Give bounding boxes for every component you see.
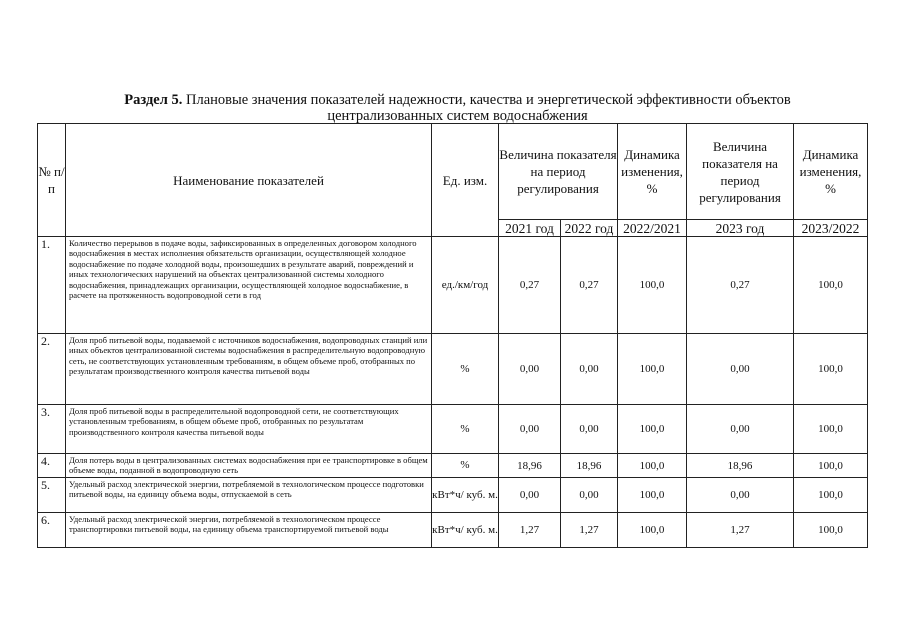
value-2023: 0,00	[687, 334, 794, 405]
col-header-num: № п/п	[38, 124, 66, 237]
col-header-dynamics-1: Динамика изменения, %	[618, 124, 687, 220]
indicator-unit: ед./км/год	[432, 237, 499, 334]
row-number: 1.	[38, 237, 66, 334]
value-2022: 0,00	[561, 334, 618, 405]
dynamics-2022: 100,0	[618, 513, 687, 548]
value-2021: 18,96	[499, 454, 561, 478]
dynamics-2022: 100,0	[618, 405, 687, 454]
table-row	[38, 454, 868, 478]
dynamics-2022: 100,0	[618, 237, 687, 334]
indicators-table	[37, 123, 868, 548]
col-header-2023-2022: 2023/2022	[794, 220, 868, 237]
value-2021: 1,27	[499, 513, 561, 548]
col-header-2022: 2022 год	[561, 220, 618, 237]
section-number: Раздел 5.	[124, 92, 183, 108]
dynamics-2023: 100,0	[794, 334, 868, 405]
table-row	[38, 237, 868, 334]
title-line-1	[60, 92, 855, 108]
indicator-unit: кВт*ч/ куб. м.	[432, 478, 499, 513]
value-2021: 0,00	[499, 334, 561, 405]
table-row	[38, 513, 868, 548]
dynamics-2023: 100,0	[794, 454, 868, 478]
title-text: Плановые значения показателей надежности, качества и энергетической эффективности объектов	[185, 92, 791, 108]
indicator-unit: %	[432, 405, 499, 454]
dynamics-2023: 100,0	[794, 237, 868, 334]
indicator-name: Удельный расход электрической энергии, потребляемой в технологическом процессе транспортировки питьевой воды, на единицу объема транспортируемой питьевой воды	[66, 513, 432, 548]
row-number: 6.	[38, 513, 66, 548]
page-title	[60, 92, 855, 124]
dynamics-2023: 100,0	[794, 478, 868, 513]
value-2023: 0,00	[687, 478, 794, 513]
col-header-dynamics-2: Динамика изменения, %	[794, 124, 868, 220]
indicator-name: Удельный расход электрической энергии, потребляемой в технологическом процессе подготовки питьевой воды, на единицу объема воды, отпускаемой в сеть	[66, 478, 432, 513]
title-line-2: централизованных систем водоснабжения	[327, 108, 588, 124]
dynamics-2023: 100,0	[794, 405, 868, 454]
value-2023: 0,27	[687, 237, 794, 334]
value-2023: 0,00	[687, 405, 794, 454]
indicator-name: Доля проб питьевой воды, подаваемой с источников водоснабжения, водопроводных станций или иных объектов централизованной системы водоснабжения в распределительную водопроводную сеть, не соответствующих установленным требованиям, в общем объеме проб, отобранных по результатам производственного контроля качества питьевой воды	[66, 334, 432, 405]
indicator-unit: %	[432, 334, 499, 405]
table-row	[38, 334, 868, 405]
indicator-name: Доля потерь воды в централизованных системах водоснабжения при ее транспортировке в общем объеме воды, поданной в водопроводную сеть	[66, 454, 432, 478]
value-2021: 0,00	[499, 478, 561, 513]
value-2022: 0,27	[561, 237, 618, 334]
value-2022: 0,00	[561, 405, 618, 454]
col-header-2021: 2021 год	[499, 220, 561, 237]
row-number: 3.	[38, 405, 66, 454]
col-header-value-period-2: Величина показателя на период регулирования	[687, 124, 794, 220]
row-number: 2.	[38, 334, 66, 405]
value-2023: 18,96	[687, 454, 794, 478]
col-header-unit: Ед. изм.	[432, 124, 499, 237]
dynamics-2022: 100,0	[618, 334, 687, 405]
indicator-unit: %	[432, 454, 499, 478]
value-2021: 0,27	[499, 237, 561, 334]
indicator-name: Количество перерывов в подаче воды, зафиксированных в определенных договором холодного водоснабжения в местах исполнения обязательств организации, осуществляющей холодное водоснабжение по подаче холодной воды, произошедших в результате аварий, повреждений и иных технологических нарушений на объектах централизованной системы холодного водоснабжения, принадлежащих организации, осуществляющей холодное водоснабжение, в расчете на протяженность водопроводной сети в год	[66, 237, 432, 334]
table-row	[38, 405, 868, 454]
col-header-value-period-1: Величина показателя на период регулирования	[499, 124, 618, 220]
col-header-name: Наименование показателей	[66, 124, 432, 237]
value-2023: 1,27	[687, 513, 794, 548]
value-2022: 1,27	[561, 513, 618, 548]
indicator-name: Доля проб питьевой воды в распределительной водопроводной сети, не соответствующих установленным требованиям, в общем объеме проб, отобранных по результатам производственного контроля качества питьевой воды	[66, 405, 432, 454]
dynamics-2022: 100,0	[618, 478, 687, 513]
indicator-unit: кВт*ч/ куб. м.	[432, 513, 499, 548]
value-2021: 0,00	[499, 405, 561, 454]
value-2022: 18,96	[561, 454, 618, 478]
value-2022: 0,00	[561, 478, 618, 513]
dynamics-2022: 100,0	[618, 454, 687, 478]
col-header-2023: 2023 год	[687, 220, 794, 237]
row-number: 5.	[38, 478, 66, 513]
col-header-2022-2021: 2022/2021	[618, 220, 687, 237]
table-row	[38, 478, 868, 513]
row-number: 4.	[38, 454, 66, 478]
dynamics-2023: 100,0	[794, 513, 868, 548]
